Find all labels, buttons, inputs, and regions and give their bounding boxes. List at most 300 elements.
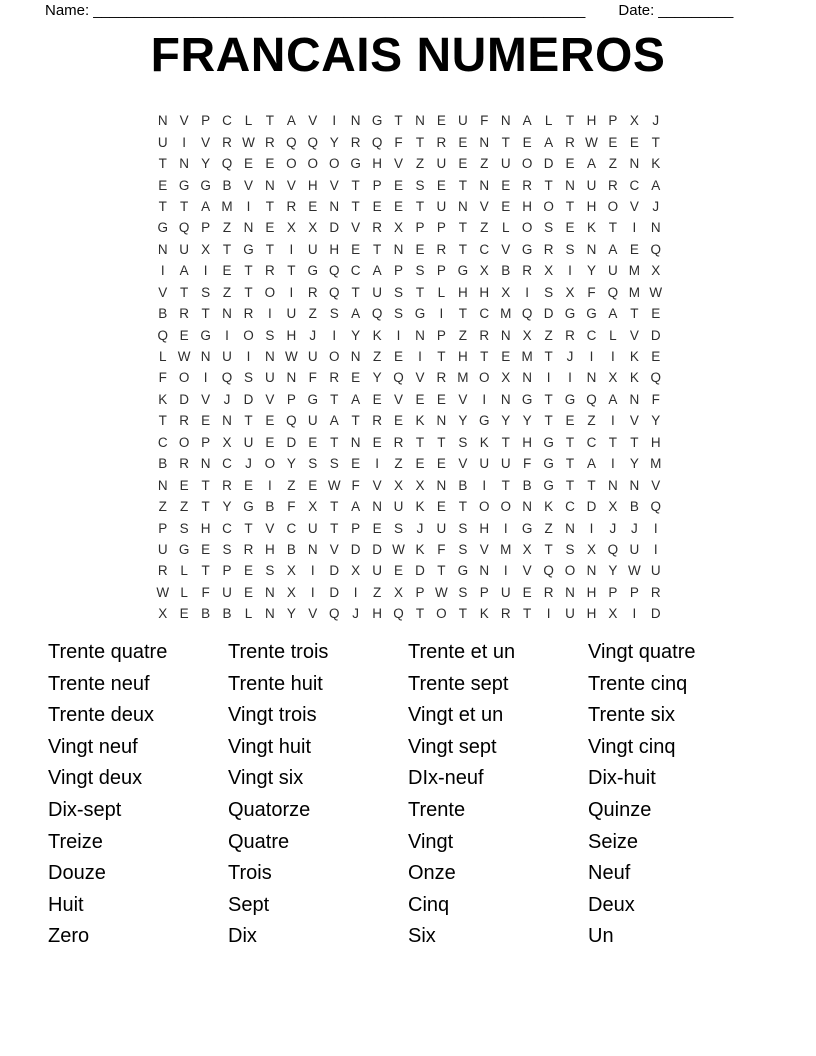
grid-letter: I <box>203 370 208 386</box>
grid-letter: T <box>437 563 446 579</box>
grid-letter: T <box>565 456 575 472</box>
grid-letter: N <box>415 327 425 343</box>
grid-letter: V <box>243 177 253 193</box>
grid-letter: A <box>608 391 618 407</box>
grid-letter: E <box>522 134 532 150</box>
grid-letter: O <box>264 456 276 472</box>
grid-letter: Y <box>286 606 296 622</box>
grid-letter: A <box>351 391 361 407</box>
grid-letter: U <box>479 456 490 472</box>
grid-letter: Z <box>394 456 403 472</box>
grid-letter: I <box>482 477 487 493</box>
grid-letter: P <box>158 520 168 536</box>
grid-letter: P <box>201 113 211 129</box>
grid-letter: I <box>332 113 337 129</box>
grid-letter: I <box>289 241 294 257</box>
grid-letter: G <box>200 177 211 193</box>
grid-letter: C <box>286 520 297 536</box>
grid-letter: X <box>415 477 425 493</box>
grid-letter: Z <box>180 499 189 515</box>
grid-letter: C <box>586 327 597 343</box>
word-list <box>48 637 768 953</box>
grid-letter: T <box>351 413 360 429</box>
grid-letter: P <box>372 177 382 193</box>
grid-letter: X <box>308 499 318 515</box>
word-item: Sept <box>228 893 270 916</box>
grid-letter: B <box>458 477 468 493</box>
grid-letter: V <box>201 134 211 150</box>
word-item: Vingt cinq <box>588 735 676 758</box>
grid-letter: N <box>307 541 318 557</box>
grid-letter: P <box>415 584 425 600</box>
grid-letter: U <box>565 606 575 622</box>
grid-letter: T <box>330 499 339 515</box>
name-fill-line: ___________________________________________________________ <box>93 2 586 19</box>
grid-letter: Z <box>480 220 489 236</box>
grid-letter: N <box>200 349 211 365</box>
grid-letter: O <box>543 198 554 214</box>
grid-letter: Z <box>372 349 382 365</box>
grid-letter: Q <box>607 284 619 300</box>
grid-letter: P <box>201 220 211 236</box>
grid-letter: R <box>329 370 340 386</box>
grid-letter: E <box>458 156 468 172</box>
grid-letter: F <box>523 456 532 472</box>
grid-letter: V <box>372 477 382 493</box>
grid-letter: H <box>586 113 597 129</box>
grid-letter: T <box>330 434 339 450</box>
grid-letter: P <box>436 327 446 343</box>
grid-letter: T <box>437 434 446 450</box>
grid-letter: I <box>182 134 187 150</box>
grid-letter: T <box>201 477 210 493</box>
grid-letter: I <box>503 563 508 579</box>
grid-letter: T <box>201 306 210 322</box>
grid-letter: E <box>394 349 404 365</box>
grid-letter: R <box>286 198 297 214</box>
grid-letter: R <box>157 563 168 579</box>
grid-letter: Y <box>286 456 296 472</box>
grid-letter: L <box>437 284 446 300</box>
grid-letter: X <box>351 563 361 579</box>
grid-letter: W <box>242 134 255 150</box>
grid-letter: K <box>586 220 596 236</box>
grid-letter: M <box>221 198 233 214</box>
grid-letter: Y <box>222 499 232 515</box>
grid-letter: N <box>500 391 511 407</box>
grid-letter: E <box>372 198 382 214</box>
word-item: Un <box>588 925 614 948</box>
grid-letter: H <box>522 198 533 214</box>
grid-letter: H <box>372 156 382 172</box>
grid-letter: V <box>329 177 339 193</box>
grid-letter: W <box>177 349 191 365</box>
grid-letter: L <box>180 563 188 579</box>
grid-letter: I <box>632 606 637 622</box>
grid-letter: N <box>157 241 168 257</box>
word-item: Zero <box>48 925 90 948</box>
grid-letter: K <box>629 370 639 386</box>
grid-letter: S <box>265 327 275 343</box>
grid-letter: L <box>158 349 167 365</box>
grid-letter: U <box>307 241 318 257</box>
grid-letter: R <box>522 263 533 279</box>
grid-letter: T <box>287 263 296 279</box>
grid-letter: V <box>286 177 296 193</box>
grid-letter: S <box>415 263 425 279</box>
grid-letter: N <box>200 456 211 472</box>
grid-letter: L <box>544 113 553 129</box>
grid-letter: Q <box>328 606 340 622</box>
grid-letter: U <box>372 284 382 300</box>
word-item: Trente quatre <box>48 641 168 663</box>
word-item: Trente sept <box>408 672 509 695</box>
grid-letter: G <box>243 241 254 257</box>
grid-letter: E <box>179 606 189 622</box>
word-item: Vingt sept <box>408 735 497 758</box>
word-item: Trente cinq <box>588 672 688 695</box>
word-item: Trente <box>408 798 466 821</box>
grid-letter: U <box>372 563 382 579</box>
word-item: Onze <box>408 862 456 885</box>
grid-letter: C <box>222 456 232 472</box>
grid-letter: N <box>350 113 361 129</box>
grid-letter: T <box>544 349 553 365</box>
grid-letter: I <box>653 541 658 557</box>
grid-letter: N <box>329 198 340 214</box>
grid-letter: Q <box>371 306 383 322</box>
grid-letter: O <box>307 156 319 172</box>
grid-letter: H <box>479 520 490 536</box>
grid-letter: E <box>501 349 511 365</box>
name-date-header <box>45 1 790 20</box>
grid-letter: T <box>330 391 339 407</box>
grid-letter: N <box>500 113 511 129</box>
grid-letter: A <box>329 413 339 429</box>
grid-letter: U <box>457 113 468 129</box>
grid-letter: T <box>565 434 575 450</box>
grid-letter: E <box>265 434 275 450</box>
grid-letter: R <box>307 284 318 300</box>
grid-letter: T <box>458 606 467 622</box>
grid-letter: N <box>586 370 597 386</box>
grid-letter: V <box>179 113 189 129</box>
grid-letter: C <box>586 434 597 450</box>
grid-letter: G <box>564 306 576 322</box>
grid-letter: S <box>243 370 253 386</box>
grid-letter: U <box>243 434 254 450</box>
grid-letter: T <box>201 563 210 579</box>
grid-letter: G <box>414 306 426 322</box>
grid-letter: E <box>351 241 361 257</box>
grid-letter: F <box>287 499 296 515</box>
grid-letter: E <box>394 177 404 193</box>
grid-letter: V <box>501 241 511 257</box>
grid-letter: A <box>201 198 211 214</box>
grid-letter: T <box>565 477 575 493</box>
word-item: Dix-sept <box>48 798 122 821</box>
grid-letter: N <box>415 113 425 129</box>
grid-letter: I <box>160 263 165 279</box>
grid-letter: T <box>501 434 510 450</box>
grid-letter: R <box>543 241 554 257</box>
grid-letter: I <box>589 520 594 536</box>
grid-letter: E <box>501 177 511 193</box>
grid-letter: L <box>244 606 253 622</box>
grid-letter: D <box>243 391 254 407</box>
grid-letter: G <box>157 220 168 236</box>
grid-letter: X <box>522 327 532 343</box>
grid-letter: G <box>543 434 554 450</box>
grid-letter: P <box>436 220 446 236</box>
grid-letter: N <box>265 177 275 193</box>
grid-letter: U <box>436 520 447 536</box>
grid-letter: G <box>543 456 554 472</box>
grid-letter: A <box>608 306 618 322</box>
grid-letter: F <box>308 370 317 386</box>
grid-letter: V <box>308 113 318 129</box>
word-item: Trente neuf <box>48 672 150 695</box>
grid-letter: Y <box>351 327 361 343</box>
grid-letter: R <box>436 241 447 257</box>
grid-letter: N <box>650 220 661 236</box>
grid-letter: K <box>415 541 425 557</box>
grid-letter: E <box>415 241 425 257</box>
grid-letter: D <box>543 156 554 172</box>
grid-letter: Q <box>650 370 662 386</box>
grid-letter: R <box>479 327 490 343</box>
grid-letter: I <box>546 370 551 386</box>
grid-letter: T <box>415 606 425 622</box>
grid-letter: O <box>500 499 511 515</box>
grid-letter: I <box>246 198 251 214</box>
grid-letter: H <box>586 606 597 622</box>
grid-letter: J <box>223 391 231 407</box>
grid-letter: E <box>265 156 275 172</box>
grid-letter: S <box>308 456 318 472</box>
grid-letter: G <box>178 177 190 193</box>
grid-letter: T <box>458 220 467 236</box>
word-item: Six <box>408 925 436 948</box>
grid-letter: G <box>307 263 319 279</box>
grid-letter: T <box>458 241 467 257</box>
word-item: Quatorze <box>228 798 311 821</box>
grid-letter: N <box>586 241 597 257</box>
grid-letter: Y <box>629 456 639 472</box>
grid-letter: J <box>566 349 574 365</box>
grid-letter: Q <box>586 391 597 407</box>
grid-letter: Q <box>221 156 233 172</box>
word-item: Deux <box>588 893 635 916</box>
word-item: Huit <box>48 893 84 916</box>
grid-letter: Y <box>586 263 596 279</box>
grid-letter: E <box>308 198 318 214</box>
grid-letter: A <box>286 113 296 129</box>
grid-letter: S <box>329 306 339 322</box>
grid-letter: E <box>565 156 575 172</box>
grid-letter: T <box>458 499 467 515</box>
grid-letter: E <box>415 456 425 472</box>
grid-letter: T <box>544 541 553 557</box>
grid-letter: X <box>608 606 618 622</box>
grid-letter: E <box>265 413 275 429</box>
grid-letter: I <box>611 456 615 472</box>
grid-letter: V <box>415 370 425 386</box>
grid-letter: E <box>436 499 446 515</box>
grid-letter: H <box>200 520 211 536</box>
grid-letter: S <box>394 284 404 300</box>
grid-letter: Z <box>544 327 553 343</box>
grid-letter: X <box>565 284 575 300</box>
grid-letter: J <box>652 113 660 129</box>
grid-letter: D <box>286 434 297 450</box>
grid-letter: S <box>458 520 468 536</box>
grid-letter: T <box>158 413 167 429</box>
grid-letter: D <box>415 563 425 579</box>
grid-letter: B <box>222 177 232 193</box>
grid-letter: Q <box>650 241 662 257</box>
grid-letter: F <box>651 391 660 407</box>
grid-letter: H <box>329 241 340 257</box>
grid-letter: S <box>544 220 554 236</box>
grid-letter: T <box>565 198 575 214</box>
grid-letter: S <box>565 541 575 557</box>
grid-letter: B <box>501 263 511 279</box>
grid-letter: U <box>179 241 190 257</box>
grid-letter: N <box>565 520 575 536</box>
grid-letter: G <box>521 241 533 257</box>
grid-letter: R <box>265 134 275 150</box>
grid-letter: I <box>439 306 444 322</box>
grid-letter: E <box>436 113 446 129</box>
grid-letter: N <box>629 391 640 407</box>
grid-letter: I <box>268 306 272 322</box>
grid-letter: I <box>332 327 337 343</box>
grid-letter: N <box>565 177 575 193</box>
grid-letter: E <box>651 306 661 322</box>
grid-letter: M <box>628 263 640 279</box>
grid-letter: M <box>500 306 512 322</box>
grid-letter: V <box>629 413 639 429</box>
grid-letter: X <box>286 563 296 579</box>
grid-letter: P <box>479 584 489 600</box>
grid-letter: J <box>352 606 360 622</box>
grid-letter: D <box>329 220 340 236</box>
grid-letter: A <box>544 134 554 150</box>
grid-letter: X <box>501 284 511 300</box>
grid-letter: S <box>179 520 189 536</box>
grid-letter: O <box>328 156 340 172</box>
grid-letter: A <box>522 113 532 129</box>
grid-letter: N <box>372 499 382 515</box>
grid-letter: Q <box>328 263 340 279</box>
word-item: Vingt <box>408 830 454 853</box>
grid-letter: S <box>222 541 232 557</box>
grid-letter: I <box>225 327 229 343</box>
word-item: Vingt quatre <box>588 641 696 663</box>
grid-letter: T <box>523 606 532 622</box>
grid-letter: Q <box>650 499 662 515</box>
grid-letter: P <box>629 584 639 600</box>
grid-letter: I <box>418 349 422 365</box>
grid-letter: I <box>268 477 272 493</box>
grid-letter: T <box>244 413 253 429</box>
grid-letter: S <box>329 456 339 472</box>
grid-letter: U <box>629 541 640 557</box>
grid-letter: E <box>201 413 211 429</box>
grid-letter: R <box>565 134 575 150</box>
grid-letter: U <box>222 584 232 600</box>
grid-letter: R <box>436 370 447 386</box>
grid-letter: H <box>650 434 661 450</box>
grid-letter: R <box>222 134 232 150</box>
grid-letter: X <box>286 220 296 236</box>
grid-letter: T <box>608 220 618 236</box>
grid-letter: A <box>608 241 618 257</box>
grid-letter: K <box>544 499 554 515</box>
grid-letter: E <box>243 563 253 579</box>
grid-letter: V <box>158 284 168 300</box>
grid-letter: M <box>500 541 512 557</box>
grid-letter: Q <box>157 327 168 343</box>
word-item: Vingt trois <box>228 704 317 727</box>
word-list-column <box>228 637 408 953</box>
word-item: Vingt huit <box>228 735 312 758</box>
word-list-column <box>48 637 228 953</box>
grid-letter: S <box>201 284 211 300</box>
grid-letter: C <box>222 113 232 129</box>
grid-letter: F <box>587 284 596 300</box>
grid-letter: P <box>415 220 425 236</box>
grid-letter: I <box>310 584 315 600</box>
grid-letter: N <box>565 584 575 600</box>
grid-letter: Q <box>607 541 619 557</box>
word-item: Quatre <box>228 830 290 853</box>
grid-letter: K <box>479 606 489 622</box>
grid-letter: R <box>372 220 382 236</box>
grid-letter: E <box>351 370 361 386</box>
grid-letter: I <box>353 584 358 600</box>
grid-letter: T <box>651 134 660 150</box>
grid-letter: P <box>201 434 211 450</box>
grid-letter: T <box>180 284 189 300</box>
grid-letter: N <box>350 349 361 365</box>
grid-letter: R <box>265 263 275 279</box>
grid-letter: J <box>416 520 424 536</box>
grid-letter: D <box>329 563 340 579</box>
grid-letter: J <box>652 198 660 214</box>
grid-letter: S <box>458 541 468 557</box>
grid-letter: X <box>158 606 168 622</box>
grid-letter: B <box>158 306 168 322</box>
grid-letter: E <box>394 563 404 579</box>
grid-letter: U <box>650 563 661 579</box>
grid-letter: Y <box>501 413 511 429</box>
grid-letter: R <box>179 413 190 429</box>
grid-letter: G <box>350 156 361 172</box>
grid-letter: Y <box>458 413 468 429</box>
grid-letter: Z <box>222 220 232 236</box>
grid-letter: Q <box>521 306 533 322</box>
grid-letter: N <box>222 413 232 429</box>
grid-letter: V <box>394 391 404 407</box>
grid-letter: N <box>436 477 447 493</box>
grid-letter: P <box>436 263 446 279</box>
word-item: Trente six <box>588 704 676 727</box>
grid-letter: V <box>265 520 275 536</box>
grid-letter: V <box>629 198 639 214</box>
grid-letter: T <box>265 198 275 214</box>
